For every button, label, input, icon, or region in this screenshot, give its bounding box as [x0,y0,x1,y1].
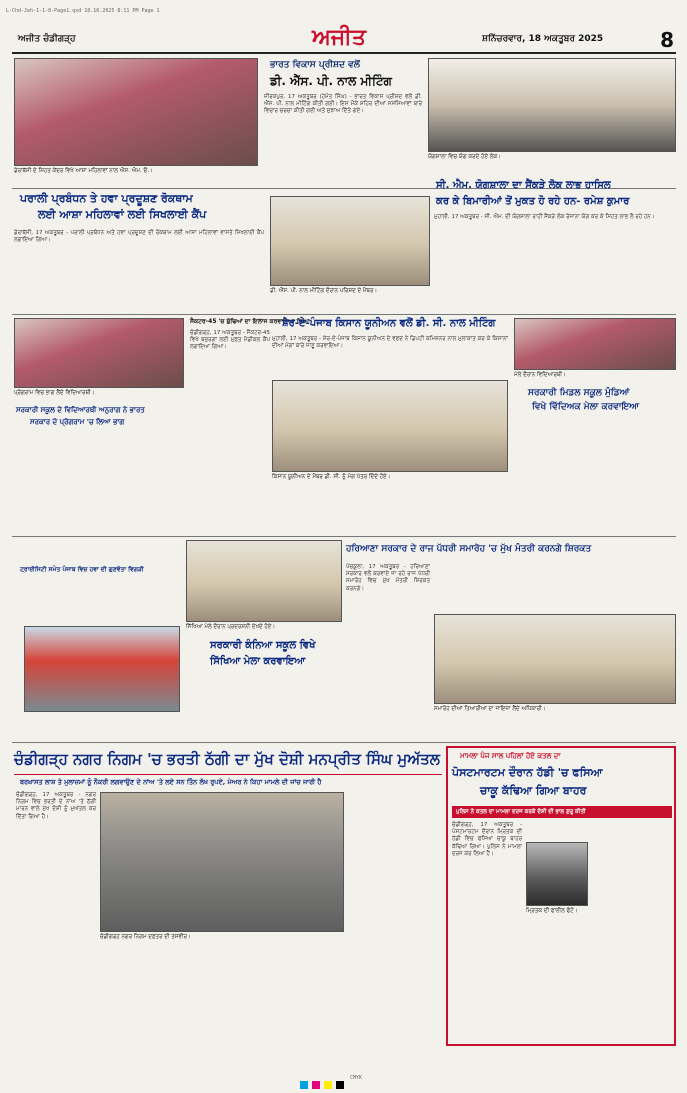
photo-victim-portrait [526,842,588,906]
sector45-headline: ਸੈਕਟਰ-45 'ਚ ਬੁੱਢਿਆਂ ਦਾ ਇਲਾਜ ਕਰਵਾਇਆ ਗਿਆ [190,318,310,325]
print-slug: L-Chd-Jeh-1-1-8-Page1.qxd 18.10.2025 8:11 PM Page 1 [6,8,160,14]
photo-haryana-review [434,614,676,704]
bvp-body: ਜ਼ੀਰਕਪੁਰ, 17 ਅਕਤੂਬਰ (ਹੇਮੰਤ ਸਿੰਘ) - ਭਾਰਤ ਵਿਕਾਸ ਪ੍ਰੀਸ਼ਦ ਵਲੋਂ ਡੀ. ਐੱਸ. ਪੀ. ਨਾਲ ਮੀਟਿੰਗ ਕੀਤੀ ਗਈ। ਇਸ ਮੌਕੇ ਸ਼ਹਿਰ ਦੀਆਂ ਸਮੱਸਿਆਵਾਂ ਬਾਰੇ ਵਿਚਾਰ ਚਰਚਾ ਕੀਤੀ ਗਈ ਅਤੇ ਸੁਝਾਅ ਦਿੱਤੇ ਗਏ। [264,94,422,115]
parali-headline-2: ਲਈ ਆਸ਼ਾ ਮਹਿਲਾਵਾਂ ਲਈ ਸਿਖਲਾਈ ਕੈਂਪ [38,208,207,221]
yoga-headline-2: ਕਰ ਕੇ ਬਿਮਾਰੀਆਂ ਤੋਂ ਮੁਕਤ ਹੋ ਰਹੇ ਹਨ- ਰਮੇਸ਼ ਕੁਮਾਰ [436,196,630,207]
bvp-headline: ਡੀ. ਐੱਸ. ਪੀ. ਨਾਲ ਮੀਟਿੰਗ [270,74,392,88]
cmyk-colorbar [300,1074,390,1084]
postmortem-headline-1: ਪੋਸਟਮਾਰਟਮ ਦੌਰਾਨ ਹੱਡੀ 'ਚ ਫਸਿਆ [452,766,603,779]
kisan-body: ਮੁਹਾਲੀ, 17 ਅਕਤੂਬਰ - ਸ਼ੇਰ-ਏ-ਪੰਜਾਬ ਕਿਸਾਨ ਯੂਨੀਅਨ ਦੇ ਵਫ਼ਦ ਨੇ ਡਿਪਟੀ ਕਮਿਸ਼ਨਰ ਨਾਲ ਮੁਲਾਕਾਤ ਕਰ ਕੇ ਕਿਸਾਨਾਂ ਦੀਆਂ ਮੰਗਾਂ ਬਾਰੇ ਜਾਣੂ ਕਰਵਾਇਆ। [272,336,508,350]
sector45-body: ਚੰਡੀਗੜ੍ਹ, 17 ਅਕਤੂਬਰ - ਸੈਕਟਰ-45 ਵਿਖੇ ਬਜ਼ੁਰਗਾਂ ਲਈ ਮੁਫ਼ਤ ਮੈਡੀਕਲ ਕੈਂਪ ਲਗਾਇਆ ਗਿਆ। [190,330,270,351]
bharti-subhead: ਬਰਖ਼ਾਸਤ ਲਾਸ਼ ਤੇ ਮੁਲਾਜ਼ਮਾਂ ਨੂੰ ਨੌਕਰੀ ਲਗਵਾਉਣ ਦੇ ਨਾਂਅ 'ਤੇ ਲਏ ਸਨ ਤਿੰਨ ਲੱਖ ਰੁਪਏ, ਮੇਅਰ ਨੇ ਕਿਹਾ ਮਾਮਲੇ ਦੀ ਜਾਂਚ ਜਾਰੀ ਹੈ [20,778,322,786]
photo-mela-students [514,318,676,370]
photo-yoga [428,58,676,152]
yoga-headline-1: ਸੀ. ਐਮ. ਯੋਗਸ਼ਾਲਾ ਦਾ ਸੈਂਕੜੇ ਲੋਕ ਲਾਭ ਹਾਸਿਲ [436,180,611,191]
cmyk-label: CMYK [350,1075,363,1081]
color-swatch-m [312,1081,320,1089]
bharti-banner: ਚੰਡੀਗੜ੍ਹ ਨਗਰ ਨਿਗਮ 'ਚ ਭਰਤੀ ਠੱਗੀ ਦਾ ਮੁੱਖ ਦੋਸ਼ੀ ਮਨਪ੍ਰੀਤ ਸਿੰਘ ਮੁਅੱਤਲ [14,750,440,768]
school-students-headline-2: ਸਰਕਾਰ ਦੇ ਪ੍ਰੋਗਰਾਮ 'ਚ ਲਿਆ ਭਾਗ [30,418,125,426]
newspaper-logo: ਅਜੀਤ [312,24,366,50]
mela-headline-2: ਵਿਖੇ ਵਿੱਦਿਅਕ ਮੇਲਾ ਕਰਵਾਇਆ [532,402,640,412]
photo-mc-office [100,792,344,932]
postmortem-body: ਚੰਡੀਗੜ੍ਹ, 17 ਅਕਤੂਬਰ - ਪੋਸਟਮਾਰਟਮ ਦੌਰਾਨ ਮ੍ਰਿਤਕ ਦੀ ਹੱਡੀ ਵਿਚ ਫਸਿਆ ਚਾਕੂ ਬਾਹਰ ਕੱਢਿਆ ਗਿਆ। ਪੁਲਿਸ ਨੇ ਮਾਮਲਾ ਦਰਜ ਕਰ ਲਿਆ ਹੈ। [452,822,522,857]
parali-headline-1: ਪਰਾਲੀ ਪ੍ਰਬੰਧਨ ਤੇ ਹਵਾ ਪ੍ਰਦੂਸ਼ਣ ਰੋਕਥਾਮ [20,192,193,205]
photo-kanya-mela [186,540,342,622]
caption-mc: ਚੰਡੀਗੜ੍ਹ ਨਗਰ ਨਿਗਮ ਦਫ਼ਤਰ ਦੀ ਤਸਵੀਰ। [100,934,191,940]
issue-date: ਸ਼ਨਿੱਚਰਵਾਰ, 18 ਅਕਤੂਬਰ 2025 [482,34,604,44]
bharti-body: ਚੰਡੀਗੜ੍ਹ, 17 ਅਕਤੂਬਰ - ਨਗਰ ਨਿਗਮ ਵਿਚ ਭਰਤੀ ਦੇ ਨਾਂਅ 'ਤੇ ਠੱਗੀ ਮਾਰਨ ਵਾਲੇ ਮੁੱਖ ਦੋਸ਼ੀ ਨੂੰ ਮੁਅੱਤਲ ਕਰ ਦਿੱਤਾ ਗਿਆ ਹੈ। [16,792,96,820]
photo-dsp-meeting [270,196,430,286]
photo-asha-workers [14,58,258,166]
color-swatch-y [324,1081,332,1089]
postmortem-strip: ਪੁਲਿਸ ਨੇ ਕਤਲ ਦਾ ਮਾਮਲਾ ਦਰਜ ਕਰਕੇ ਦੋਸ਼ੀ ਦੀ ਭਾਲ ਸ਼ੁਰੂ ਕੀਤੀ [452,806,672,818]
page-number: 8 [660,28,674,52]
banner-rule [14,774,442,775]
kanya-headline-2: ਸਿੱਖਿਆ ਮੇਲਾ ਕਰਵਾਇਆ [210,656,306,667]
kanya-headline-1: ਸਰਕਾਰੀ ਕੰਨਿਆ ਸਕੂਲ ਵਿਖੇ [210,640,316,651]
postmortem-kicker: ਮਾਮਲਾ ਪੰਜ ਸਾਲ ਪਹਿਲਾਂ ਹੋਏ ਕਤਲ ਦਾ [460,752,561,760]
photo-kisan-meeting [272,380,508,472]
haryana-body: ਪੰਚਕੂਲਾ, 17 ਅਕਤੂਬਰ - ਹਰਿਆਣਾ ਸਰਕਾਰ ਵਲੋਂ ਕਰਵਾਏ ਜਾ ਰਹੇ ਰਾਜ ਪੱਧਰੀ ਸਮਾਰੋਹ ਵਿਚ ਮੁੱਖ ਮੰਤਰੀ ਸ਼ਿਰਕਤ ਕਰਨਗੇ। [346,564,430,592]
school-students-headline-1: ਸਰਕਾਰੀ ਸਕੂਲ ਦੇ ਵਿਦਿਆਰਥੀ ਅਨੁਰਾਗ ਨੇ ਭਾਰਤ [16,406,145,414]
photo-showroom [24,626,180,712]
divider [12,314,676,315]
mela-headline-1: ਸਰਕਾਰੀ ਮਿਡਲ ਸਕੂਲ ਮੁੰਡਿਆਂ [528,388,630,398]
postmortem-headline-2: ਚਾਕੂ ਕੱਢਿਆ ਗਿਆ ਬਾਹਰ [480,784,587,797]
caption-kanya: ਸਿੱਖਿਆ ਮੇਲੇ ਦੌਰਾਨ ਪ੍ਰਦਰਸ਼ਨੀ ਦੇਖਦੇ ਹੋਏ। [186,624,276,630]
caption-yoga: ਯੋਗਸ਼ਾਲਾ ਵਿਚ ਯੋਗ ਕਰਦੇ ਹੋਏ ਲੋਕ। [428,154,501,160]
yoga-body: ਮੁਹਾਲੀ, 17 ਅਕਤੂਬਰ - ਸੀ. ਐਮ. ਦੀ ਯੋਗਸ਼ਾਲਾ ਰਾਹੀਂ ਸੈਂਕੜੇ ਲੋਕ ਰੋਜ਼ਾਨਾ ਯੋਗ ਕਰ ਕੇ ਸਿਹਤ ਲਾਭ ਲੈ ਰਹੇ ਹਨ। [434,214,655,220]
caption-portrait: ਮ੍ਰਿਤਕ ਦੀ ਫਾਈਲ ਫੋਟੋ। [526,908,578,914]
masthead [12,24,676,54]
caption-asha: ਡੇਰਾਬੱਸੀ ਦੇ ਸਿਹਤ ਕੇਂਦਰ ਵਿਖੇ ਆਸ਼ਾ ਮਹਿਲਾਵਾਂ ਨਾਲ ਐਸ. ਐਮ. ਓ.। [14,168,153,174]
section-name: ਅਜੀਤ ਚੰਡੀਗੜ੍ਹ [18,34,76,44]
caption-haryana: ਸਮਾਰੋਹ ਦੀਆਂ ਤਿਆਰੀਆਂ ਦਾ ਜਾਇਜ਼ਾ ਲੈਂਦੇ ਅਧਿਕਾਰੀ। [434,706,546,712]
caption-mela: ਮੇਲੇ ਦੌਰਾਨ ਵਿਦਿਆਰਥੀ। [514,372,566,378]
color-swatch-c [300,1081,308,1089]
divider [12,536,676,537]
tricity-headline: ਟ੍ਰਾਈਸਿਟੀ ਸਮੇਤ ਪੰਜਾਬ ਵਿਚ ਹਵਾ ਦੀ ਗੁਣਵੱਤਾ ਵਿਗੜੀ [20,566,144,573]
caption-students: ਪ੍ਰੋਗਰਾਮ ਵਿਚ ਭਾਗ ਲੈਂਦੇ ਵਿਦਿਆਰਥੀ। [14,390,95,396]
parali-body: ਡੇਰਾਬੱਸੀ, 17 ਅਕਤੂਬਰ - ਪਰਾਲੀ ਪ੍ਰਬੰਧਨ ਅਤੇ ਹਵਾ ਪ੍ਰਦੂਸ਼ਣ ਦੀ ਰੋਕਥਾਮ ਲਈ ਆਸ਼ਾ ਮਹਿਲਾਵਾਂ ਵਾਸਤੇ ਸਿਖਲਾਈ ਕੈਂਪ ਲਗਾਇਆ ਗਿਆ। [14,230,264,244]
bvp-kicker: ਭਾਰਤ ਵਿਕਾਸ ਪ੍ਰੀਸ਼ਦ ਵਲੋਂ [270,60,360,70]
caption-kisan: ਕਿਸਾਨ ਯੂਨੀਅਨ ਦੇ ਮੈਂਬਰ ਡੀ. ਸੀ. ਨੂੰ ਮੰਗ ਪੱਤਰ ਦਿੰਦੇ ਹੋਏ। [272,474,391,480]
photo-students-program [14,318,184,388]
haryana-headline: ਹਰਿਆਣਾ ਸਰਕਾਰ ਦੇ ਰਾਜ ਪੱਧਰੀ ਸਮਾਰੋਹ 'ਚ ਮੁੱਖ ਮੰਤਰੀ ਕਰਨਗੇ ਸ਼ਿਰਕਤ [346,544,592,554]
caption-dsp: ਡੀ. ਐੱਸ. ਪੀ. ਨਾਲ ਮੀਟਿੰਗ ਦੌਰਾਨ ਪਰਿਸ਼ਦ ਦੇ ਮੈਂਬਰ। [270,288,378,294]
kisan-headline: ਸ਼ੇਰ-ਏ-ਪੰਜਾਬ ਕਿਸਾਨ ਯੂਨੀਅਨ ਵਲੋਂ ਡੀ. ਸੀ. ਨਾਲ ਮੀਟਿੰਗ [282,318,496,329]
divider [12,742,676,743]
color-swatch-k [336,1081,344,1089]
